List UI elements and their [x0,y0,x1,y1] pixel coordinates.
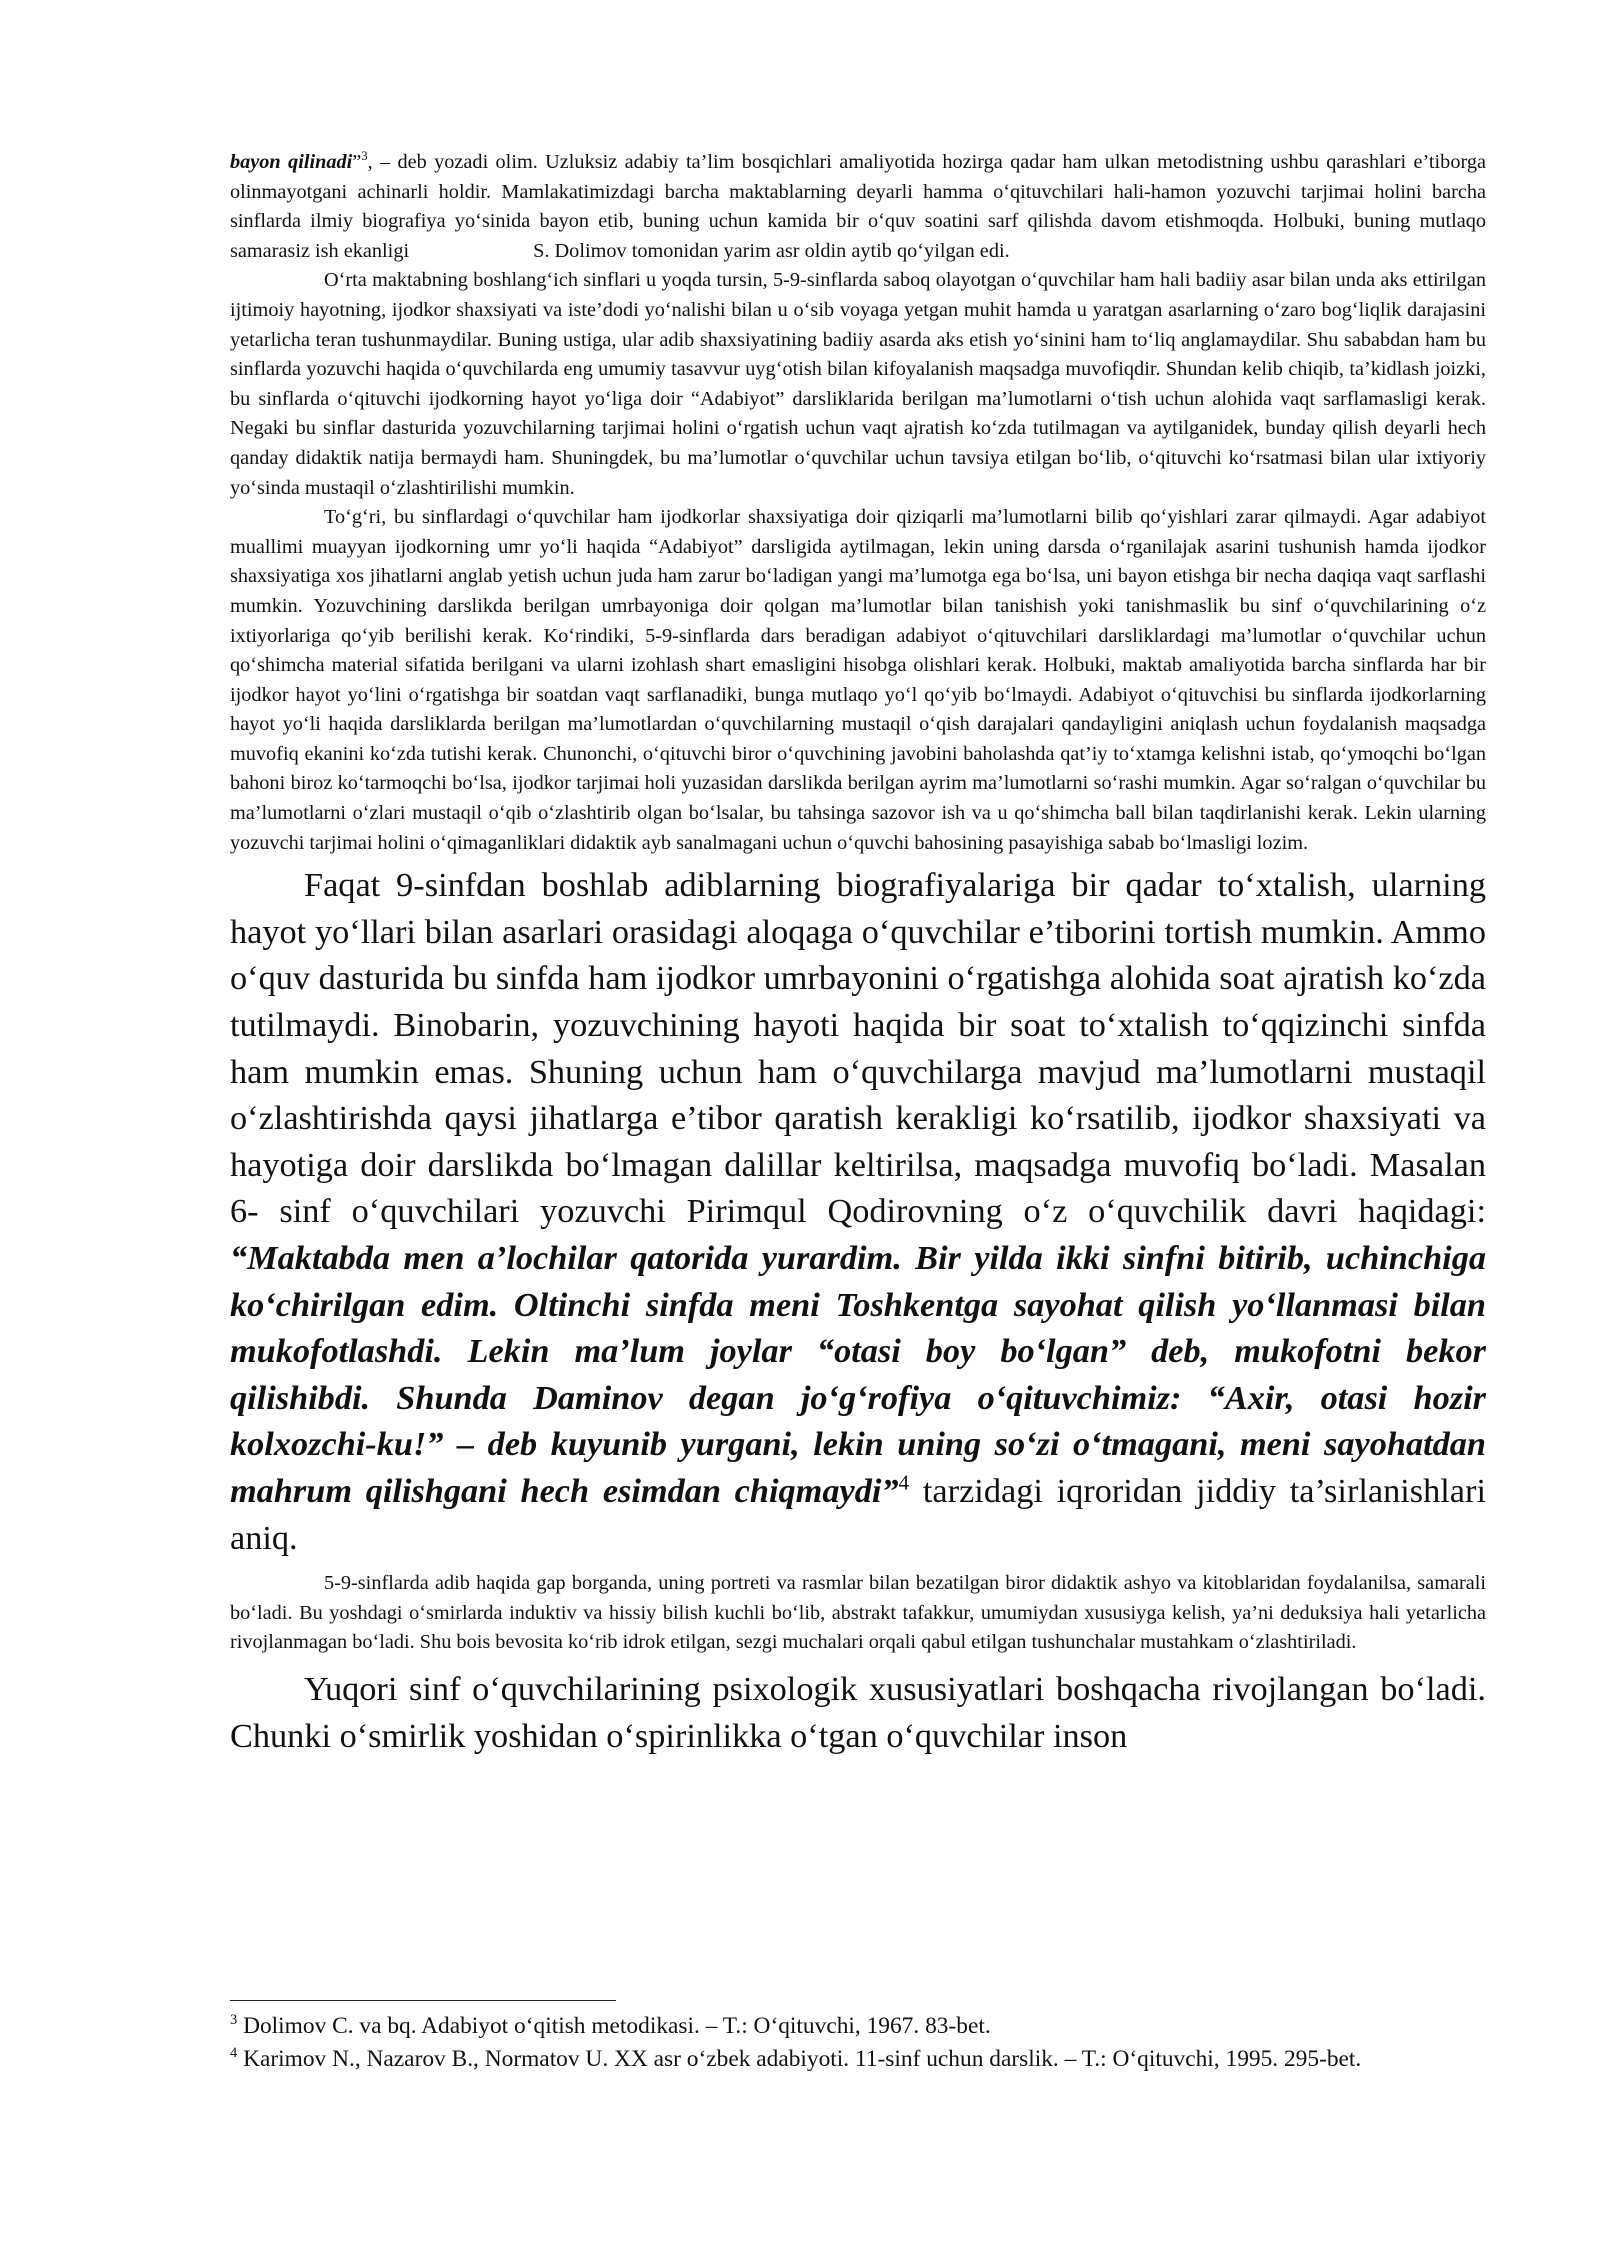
paragraph-1-text-a: , – deb yozadi olim. Uzluksiz adabiy ta’lim bosqichlari amaliyotida hozirga qadar ham ulkan metodistning ushbu qarashlari e’tiborga olinmayotgani achinarli holdir. Mamlakatimizdagi barcha maktablarning deyarli hamma o‘qituvchilari hali-hamon yozuvchi tarjimai holini barcha sinflarda ilmiy biografiya yo‘sinida bayon etib, buning uchun kamida bir o‘quv soatini sarf qilishda davom etishmoqda. Holbuki, buning mutlaqo samarasiz ish ekanligi [230,151,1486,262]
paragraph-4-text-b: tarzidagi iqroridan jiddiy ta’sirlanishlari aniq. [230,1471,1486,1557]
footnote-ref-3: 3 [361,149,368,164]
footnote-3 [230,2010,1486,2043]
bold-italic-quote: “Maktabda men a’lochilar qatorida yurardim. Bir yilda ikki sinfni bitirib, uchinchiga ko‘chirilgan edim. Oltinchi sinfda meni Toshkentga sayohat qilish yo‘llanmasi bilan mukofotlashdi. Lekin ma’lum joylar “otasi boy bo‘lgan” deb, mukofotni bekor qilishibdi. Shunda Daminov degan jo‘g‘rofiya o‘qituvchimiz: “Axir, otasi hozir kolxozchi-ku!” – deb kuyunib yurgani, lekin uning so‘zi o‘tmagani, meni sayohatdan mahrum qilishgani hech esimdan chiqmaydi” [230,1239,1486,1510]
paragraph-4 [230,862,1486,1561]
paragraph-1 [230,148,1486,266]
footnote-text: Dolimov C. va bq. Adabiyot o‘qitish metodikasi. – T.: O‘qituvchi, 1967. 83-bet. [237,2013,991,2039]
footnote-number: 4 [230,2045,238,2062]
footnote-text: Karimov N., Nazarov B., Normatov U. XX asr o‘zbek adabiyoti. 11-sinf uchun darslik. – T.: O‘qituvchi, 1995. 295-bet. [237,2046,1362,2073]
page-body [230,148,1486,1767]
paragraph-5: 5-9-sinflarda adib haqida gap borganda, uning portreti va rasmlar bilan bezatilgan biror didaktik ashyo va kitoblaridan foydalanilsa, samarali bo‘ladi. Bu yoshdagi o‘smirlarda induktiv va hissiy bilish kuchli bo‘lib, abstrakt tafakkur, umumiydan xususiyga kelish, ya’ni deduksiya hali yetarlicha rivojlanmagan bo‘ladi. Shu bois bevosita ko‘rib idrok etilgan, sezgi muchalari orqali qabul etilgan tushunchalar mustahkam o‘zlashtiriladi. [230,1572,1486,1654]
paragraph-2: O‘rta maktabning boshlang‘ich sinflari u yoqda tursin, 5-9-sinflarda saboq olayotgan o‘quvchilar ham hali badiiy asar bilan unda aks ettirilgan ijtimoiy hayotning, ijodkor shaxsiyati va iste’dodi yo‘nalishi bilan u o‘sib voyaga yetgan muhit hamda u yaratgan asarlarning o‘zaro bog‘liqlik darajasini yetarlicha teran tushunmaydilar. Buning ustiga, ular adib shaxsiyatining badiiy asarda aks etish yo‘sinini ham to‘liq anglamaydilar. Shu sababdan ham bu sinflarda yozuvchi haqida o‘quvchilarda eng umumiy tasavvur uyg‘otish bilan kifoyalanish maqsadga muvofiqdir. Shundan kelib chiqib, ta’kidlash joizki, bu sinflarda o‘qituvchi ijodkorning hayot yo‘liga doir “Adabiyot” darsliklarida berilgan ma’lumotlarni o‘tish uchun alohida vaqt sarflamasligi kerak. Negaki bu sinflar dasturida yozuvchilarning tarjimai holini o‘rgatish uchun vaqt ajratish ko‘zda tutilmagan va aytilganidek, bunday qilish deyarli hech qanday didaktik natija bermaydi ham. Shuningdek, bu ma’lumotlar o‘quvchilar uchun tavsiya etilgan bo‘lib, o‘qituvchi ko‘rsatmasi bilan ular ixtiyoriy yo‘sinda mustaqil o‘zlashtirilishi mumkin. [230,269,1486,499]
footnote-separator [230,2000,616,2001]
footnote-4 [230,2043,1486,2076]
paragraph-4-text-a: Faqat 9-sinfdan boshlab adiblarning biografiyalariga bir qadar to‘xtalish, ularning hayot yo‘llari bilan asarlari orasidagi aloqaga o‘quvchilar e’tiborini tortish mumkin. Ammo o‘quv dasturida bu sinfda ham ijodkor umrbayonini o‘rgatishga alohida soat ajratish ko‘zda tutilmaydi. Binobarin, yozuvchining hayoti haqida bir soat to‘xtalish to‘qqizinchi sinfda ham mumkin emas. Shuning uchun ham o‘quvchilarga mavjud ma’lumotlarni mustaqil o‘zlashtirishda qaysi jihatlarga e’tibor qaratish kerakligi ko‘rsatilib, ijodkor shaxsiyati va hayotiga doir darslikda bo‘lmagan dalillar keltirilsa, maqsadga muvofiq bo‘ladi. Masalan 6- sinf o‘quvchilari yozuvchi Pirimqul Qodirovning o‘z o‘quvchilik davri haqidagi: [230,866,1486,1231]
paragraph-6: Yuqori sinf o‘quvchilarining psixologik xususiyatlari boshqacha rivojlangan bo‘ladi. Chunki o‘smirlik yoshidan o‘spirinlikka o‘tgan o‘quvchilar inson [230,1669,1486,1755]
closing-quote-mark: ” [352,151,362,173]
italic-quote-end: bayon qilinadi [230,151,353,173]
paragraph-3: To‘g‘ri, bu sinflardagi o‘quvchilar ham ijodkorlar shaxsiyatiga doir qiziqarli ma’lumotlarni bilib qo‘yishlari zarar qilmaydi. Agar adabiyot muallimi muayyan ijodkorning umr yo‘li haqida “Adabiyot” darsligida aytilmagan, lekin uning darsda o‘rganilajak asarini tushunish hamda ijodkor shaxsiyatiga xos jihatlarni anglab yetish uchun juda ham zarur bo‘ladigan yangi ma’lumotga ega bo‘lsa, uni bayon etishga bir necha daqiqa vaqt sarflashi mumkin. Yozuvchining darslikda berilgan umrbayoniga doir qolgan ma’lumotlar bilan tanishish yoki tanishmaslik bu sinf o‘quvchilarining o‘z ixtiyorlariga qo‘yib berilishi kerak. Ko‘rindiki, 5-9-sinflarda dars beradigan adabiyot o‘qituvchilari darsliklardagi ma’lumotlar o‘quvchilar uchun qo‘shimcha material sifatida berilgani va ularni izohlash shart emasligini hisobga olishlari kerak. Holbuki, maktab amaliyotida barcha sinflarda har bir ijodkor hayot yo‘lini o‘rgatishga bir soatdan vaqt sarflanadiki, bunga mutlaqo yo‘l qo‘yib bo‘lmaydi. Adabiyot o‘qituvchisi bu sinflarda ijodkorlarning hayot yo‘li haqida darsliklarda berilgan ma’lumotlardan o‘quvchilarning mustaqil o‘qish darajalari qandayligini aniqlash uchun foydalanish maqsadga muvofiq ekanini ko‘zda tutishi kerak. Chunonchi, o‘qituvchi biror o‘quvchining javobini baholashda qat’iy to‘xtamga kelishni istab, qo‘ymoqchi bo‘lgan bahoni biroz ko‘tarmoqchi bo‘lsa, ijodkor tarjimai holi yuzasidan darslikda berilgan ayrim ma’lumotlarni so‘rashi mumkin. Agar so‘ralgan o‘quvchilar bu ma’lumotlarni o‘zlari mustaqil o‘qib o‘zlashtirib olgan bo‘lsalar, bu tahsinga sazovor ish va u qo‘shimcha ball bilan taqdirlanishi kerak. Lekin ularning yozuvchi tarjimai holini o‘qimaganliklari didaktik ayb sanalmagani uchun o‘quvchi bahosining pasayishiga sabab bo‘lmasligi lozim. [230,506,1486,854]
footnotes [230,2010,1486,2076]
footnote-number: 3 [230,2012,238,2029]
footnote-ref-4: 4 [898,1470,910,1495]
paragraph-1-text-b: S. Dolimov tomonidan yarim asr oldin aytib qo‘yilgan edi. [533,239,1010,262]
